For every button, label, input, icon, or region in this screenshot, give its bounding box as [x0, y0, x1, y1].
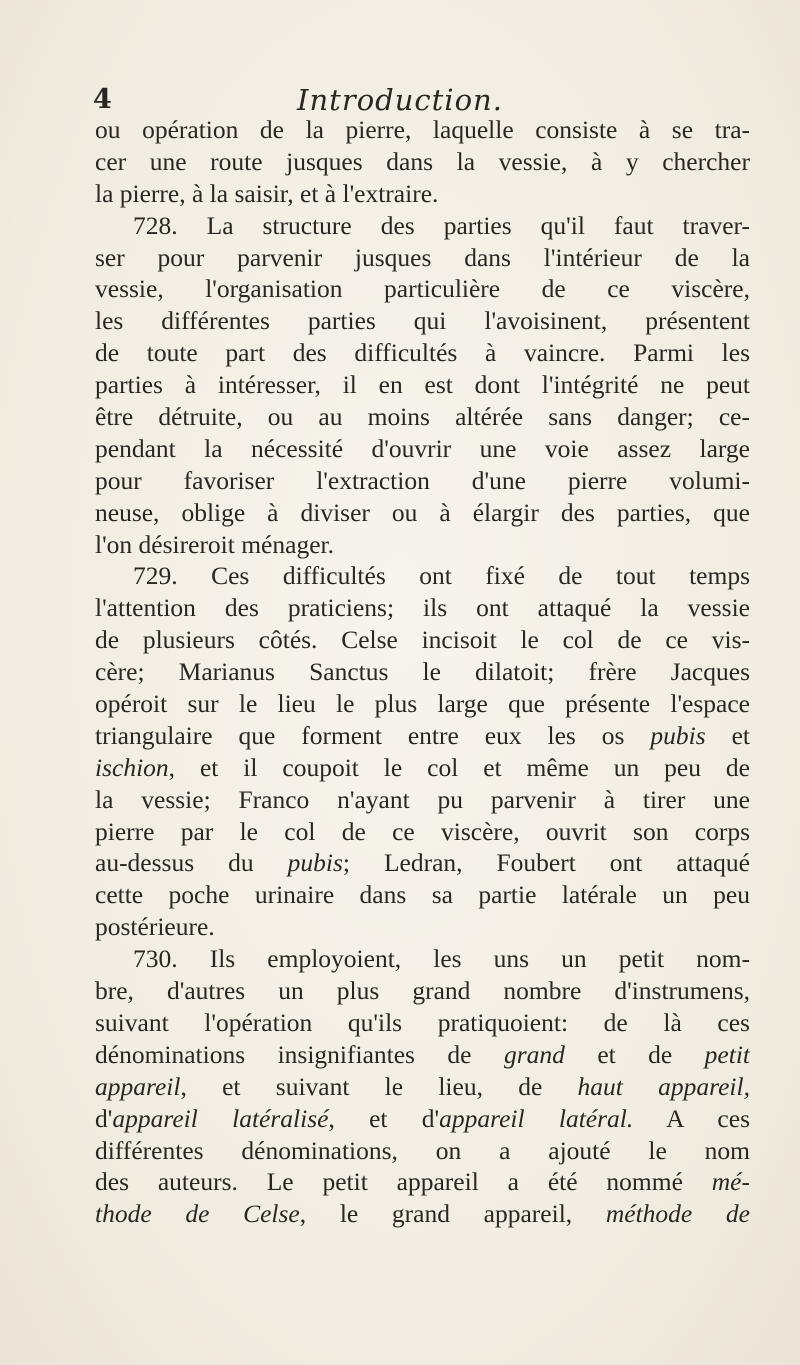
- text-line: [95, 720, 750, 752]
- text-line: parties à intéresser, il en est dont l'intégrité ne peut: [95, 370, 750, 400]
- text-line: vessie, l'organisation particulière de ce viscère,: [95, 274, 750, 304]
- text-line: être détruite, ou au moins altérée sans danger; ce-: [95, 402, 750, 432]
- text-line: suivant l'opération qu'ils pratiquoient: de là ces: [95, 1007, 750, 1037]
- italic-term: appareil latéral.: [439, 1103, 634, 1133]
- text-line: la vessie; Franco n'ayant pu parvenir à tirer une: [95, 784, 750, 814]
- text-run: et de: [564, 1039, 705, 1069]
- text-line: [95, 1198, 750, 1230]
- italic-term: ischion: [95, 752, 169, 782]
- italic-term: haut appareil,: [577, 1071, 750, 1101]
- text-line: opéroit sur le lieu le plus large que présente l'espace: [95, 689, 750, 719]
- text-line: [95, 752, 750, 784]
- text-run: A ces: [633, 1103, 750, 1133]
- text-line: de plusieurs côtés. Celse incisoit le col de ce vis-: [95, 625, 750, 655]
- text-run: au-dessus du: [95, 848, 288, 878]
- text-run: triangulaire que forment entre eux les os: [95, 720, 651, 750]
- text-line: [95, 1166, 750, 1198]
- text-line: ou opération de la pierre, laquelle consiste à se tra-: [95, 115, 750, 144]
- page-number: 4: [93, 84, 112, 115]
- italic-term: appareil latéralisé: [112, 1103, 329, 1133]
- text-run: , et il coupoit le col et même un peu de: [168, 752, 750, 782]
- italic-term: mé-: [711, 1167, 750, 1197]
- italic-term: pubis: [287, 848, 343, 878]
- body-text: [95, 114, 750, 1230]
- text-line: neuse, oblige à diviser ou à élargir des parties, que: [95, 497, 750, 527]
- text-line: l'attention des praticiens; ils ont attaqué la vessie: [95, 593, 750, 623]
- text-line: ser pour parvenir jusques dans l'intérieur de la: [95, 242, 750, 272]
- text-line: cette poche urinaire dans sa partie latérale un peu: [95, 880, 750, 910]
- text-run: ; Ledran, Foubert ont attaqué: [342, 848, 750, 878]
- paragraph-728-start: 728. La structure des parties qu'il faut traver-: [133, 210, 750, 240]
- text-line: bre, d'autres un plus grand nombre d'instrumens,: [95, 976, 750, 1006]
- italic-term: petit: [704, 1039, 750, 1069]
- text-line: de toute part des difficultés à vaincre. Parmi les: [95, 338, 750, 368]
- text-line: l'on désireroit ménager.: [95, 529, 334, 559]
- text-line: pierre par le col de ce viscère, ouvrit son corps: [95, 816, 750, 846]
- text-line: [95, 1071, 750, 1103]
- text-run: d': [95, 1103, 113, 1133]
- running-title: Introduction.: [297, 83, 503, 117]
- italic-term: méthode de: [605, 1199, 750, 1229]
- text-line: [95, 1103, 750, 1135]
- italic-term: grand: [503, 1039, 565, 1069]
- italic-term: thode de Celse: [95, 1199, 300, 1229]
- text-line: pendant la nécessité d'ouvrir une voie assez large: [95, 433, 750, 463]
- text-run: des auteurs. Le petit appareil a été nommé: [95, 1167, 712, 1197]
- text-line: pour favoriser l'extraction d'une pierre volumi-: [95, 465, 750, 495]
- text-run: dénominations insignifiantes de: [95, 1039, 504, 1069]
- paragraph-730-start: 730. Ils employoient, les uns un petit nom-: [133, 944, 750, 974]
- paragraph-729-start: 729. Ces difficultés ont fixé de tout temps: [133, 561, 750, 591]
- text-line: cère; Marianus Sanctus le dilatoit; frère Jacques: [95, 657, 750, 687]
- text-line: différentes dénominations, on a ajouté le nom: [95, 1135, 750, 1165]
- text-run: et: [705, 720, 750, 750]
- italic-term: pubis: [650, 720, 706, 750]
- text-line: [95, 1039, 750, 1071]
- text-line: [95, 847, 750, 879]
- text-run: , et d': [328, 1103, 440, 1133]
- text-line: les différentes parties qui l'avoisinent, présentent: [95, 306, 750, 336]
- text-line: la pierre, à la saisir, et à l'extraire.: [95, 178, 439, 208]
- italic-term: appareil: [95, 1071, 181, 1101]
- text-line: postérieure.: [95, 912, 215, 942]
- running-head: [0, 82, 800, 118]
- text-line: cer une route jusques dans la vessie, à y chercher: [95, 146, 750, 176]
- text-run: , et suivant le lieu, de: [180, 1071, 578, 1101]
- text-run: , le grand appareil,: [299, 1199, 606, 1229]
